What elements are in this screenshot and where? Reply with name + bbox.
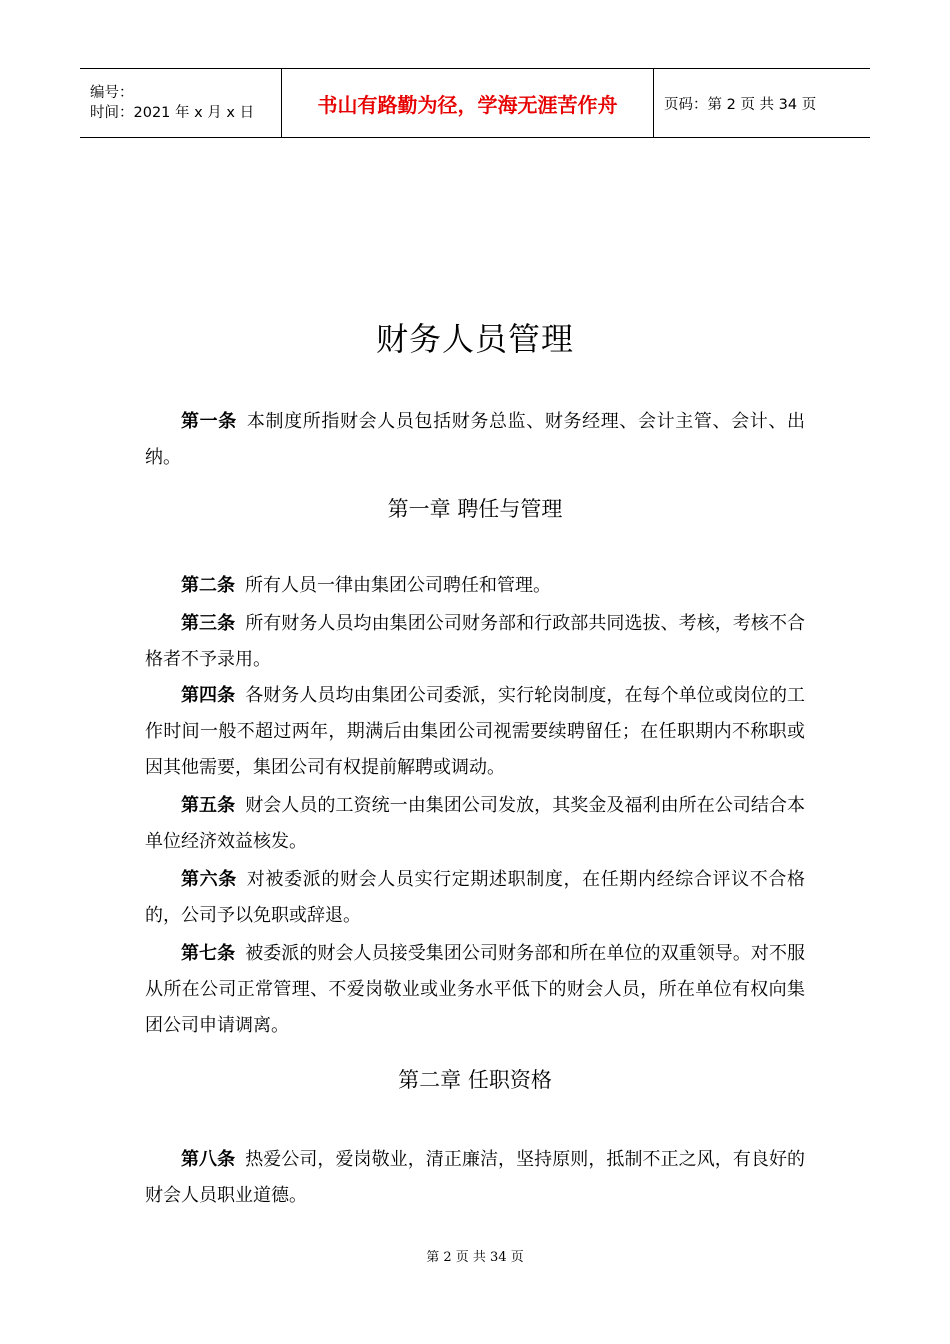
- article-8: [145, 1142, 805, 1214]
- article-text: 财会人员的工资统一由集团公司发放，其奖金及福利由所在公司结合本单位经济效益核发。: [145, 795, 806, 852]
- header-page-info: 页码：第 2 页 共 34 页: [664, 96, 817, 113]
- chapter-heading-2: 第二章 任职资格: [398, 1068, 552, 1092]
- article-text: 各财务人员均由集团公司委派，实行轮岗制度，在每个单位或岗位的工作时间一般不超过两年，期满后由集团公司视需要续聘留任；在任职期内不称职或因其他需要，集团公司有权提前解聘或调动。: [145, 685, 806, 778]
- article-7: [145, 936, 805, 1044]
- article-text: 所有人员一律由集团公司聘任和管理。: [245, 575, 551, 596]
- article-text: 所有财务人员均由集团公司财务部和行政部共同选拔、考核，考核不合格者不予录用。: [145, 613, 806, 670]
- date-label: 时间：2021 年 x 月 x 日: [90, 105, 255, 121]
- number-label: 编号：: [90, 85, 134, 101]
- article-text: 热爱公司，爱岗敬业，清正廉洁，坚持原则，抵制不正之风，有良好的财会人员职业道德。: [145, 1149, 806, 1206]
- article-label: 第四条: [181, 685, 236, 706]
- header-motto: 书山有路勤为径，学海无涯苦作舟: [281, 69, 654, 137]
- article-label: 第五条: [181, 795, 236, 816]
- header-meta: [80, 69, 281, 137]
- article-label: 第三条: [181, 613, 236, 634]
- article-label: 第六条: [181, 869, 237, 890]
- article-6: [145, 862, 805, 934]
- article-label: 第八条: [181, 1149, 236, 1170]
- article-label: 第一条: [181, 411, 237, 432]
- page-footer: 第 2 页 共 34 页: [426, 1250, 524, 1265]
- article-1: [145, 404, 805, 476]
- article-5: [145, 788, 805, 860]
- article-text: 本制度所指财会人员包括财务总监、财务经理、会计主管、会计、出纳。: [145, 411, 805, 468]
- document-header: [80, 68, 870, 138]
- document-title: 财务人员管理: [375, 320, 574, 358]
- article-2: [145, 568, 805, 604]
- chapter-heading-1: 第一章 聘任与管理: [387, 497, 563, 521]
- article-text: 对被委派的财会人员实行定期述职制度，在任期内经综合评议不合格的，公司予以免职或辞退。: [145, 869, 805, 926]
- article-label: 第二条: [181, 575, 235, 596]
- article-text: 被委派的财会人员接受集团公司财务部和所在单位的双重领导。对不服从所在公司正常管理、不爱岗敬业或业务水平低下的财会人员，所在单位有权向集团公司申请调离。: [145, 943, 806, 1036]
- article-label: 第七条: [181, 943, 236, 964]
- article-3: [145, 606, 805, 678]
- article-4: [145, 678, 805, 786]
